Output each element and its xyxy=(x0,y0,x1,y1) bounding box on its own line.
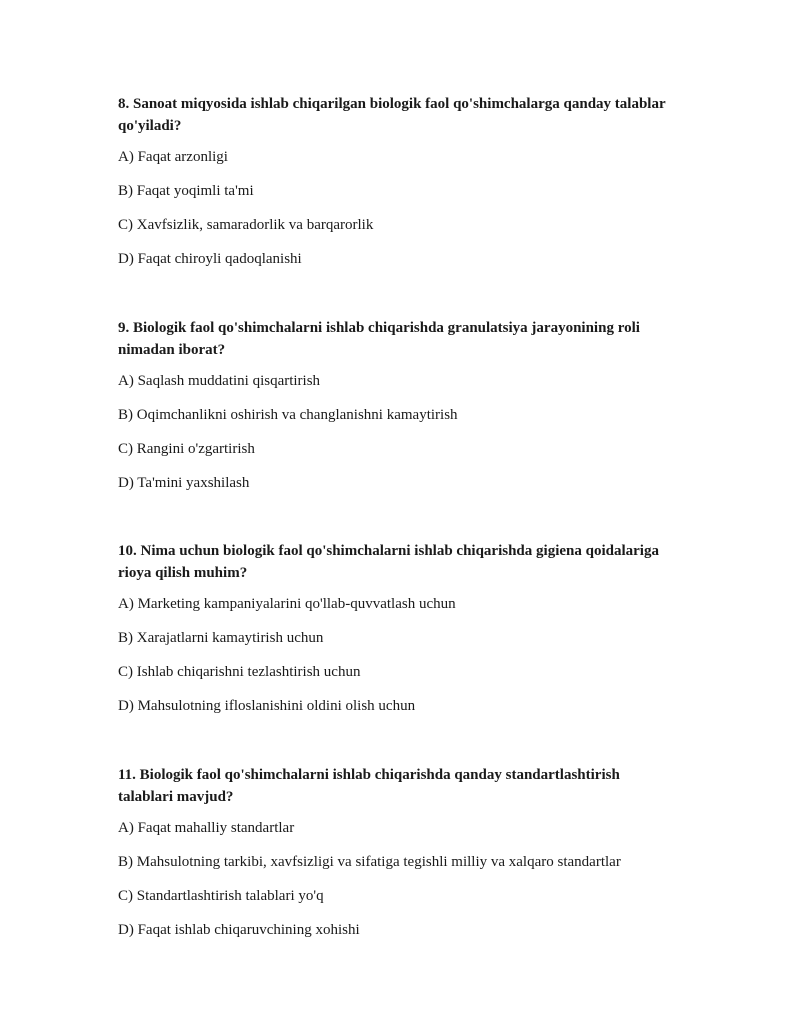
question-title: 10. Nima uchun biologik faol qo'shimchalarni ishlab chiqarishda gigiena qoidalariga rioya qilish muhim? xyxy=(118,543,659,581)
question-title: 8. Sanoat miqyosida ishlab chiqarilgan biologik faol qo'shimchalarga qanday talablar qo'yiladi? xyxy=(118,96,666,134)
option-c: C) Standartlashtirish talablari yo'q xyxy=(118,888,324,904)
option-d: D) Faqat ishlab chiqaruvchining xohishi xyxy=(118,922,360,938)
option-a: A) Faqat arzonligi xyxy=(118,149,228,165)
question-title: 11. Biologik faol qo'shimchalarni ishlab chiqarishda qanday standartlashtirish talablari mavjud? xyxy=(118,767,620,805)
option-c: C) Ishlab chiqarishni tezlashtirish uchun xyxy=(118,664,361,680)
question-10 xyxy=(118,540,678,730)
option-b: B) Xarajatlarni kamaytirish uchun xyxy=(118,630,324,646)
option-b: B) Oqimchanlikni oshirish va changlanishni kamaytirish xyxy=(118,407,458,423)
option-a: A) Saqlash muddatini qisqartirish xyxy=(118,373,321,389)
question-8 xyxy=(118,93,678,283)
question-9 xyxy=(118,317,678,507)
option-c: C) Xavfsizlik, samaradorlik va barqarorlik xyxy=(118,217,374,233)
option-a: A) Faqat mahalliy standartlar xyxy=(118,820,295,836)
option-b: B) Mahsulotning tarkibi, xavfsizligi va sifatiga tegishli milliy va xalqaro standartlar xyxy=(118,854,621,870)
option-a: A) Marketing kampaniyalarini qo'llab-quvvatlash uchun xyxy=(118,596,456,612)
question-11 xyxy=(118,764,678,954)
option-d: D) Ta'mini yaxshilash xyxy=(118,475,250,491)
option-b: B) Faqat yoqimli ta'mi xyxy=(118,183,254,199)
option-d: D) Faqat chiroyli qadoqlanishi xyxy=(118,251,302,267)
question-title: 9. Biologik faol qo'shimchalarni ishlab chiqarishda granulatsiya jarayonining roli nimadan iborat? xyxy=(118,320,640,358)
option-c: C) Rangini o'zgartirish xyxy=(118,441,255,457)
option-d: D) Mahsulotning ifloslanishini oldini olish uchun xyxy=(118,698,416,714)
